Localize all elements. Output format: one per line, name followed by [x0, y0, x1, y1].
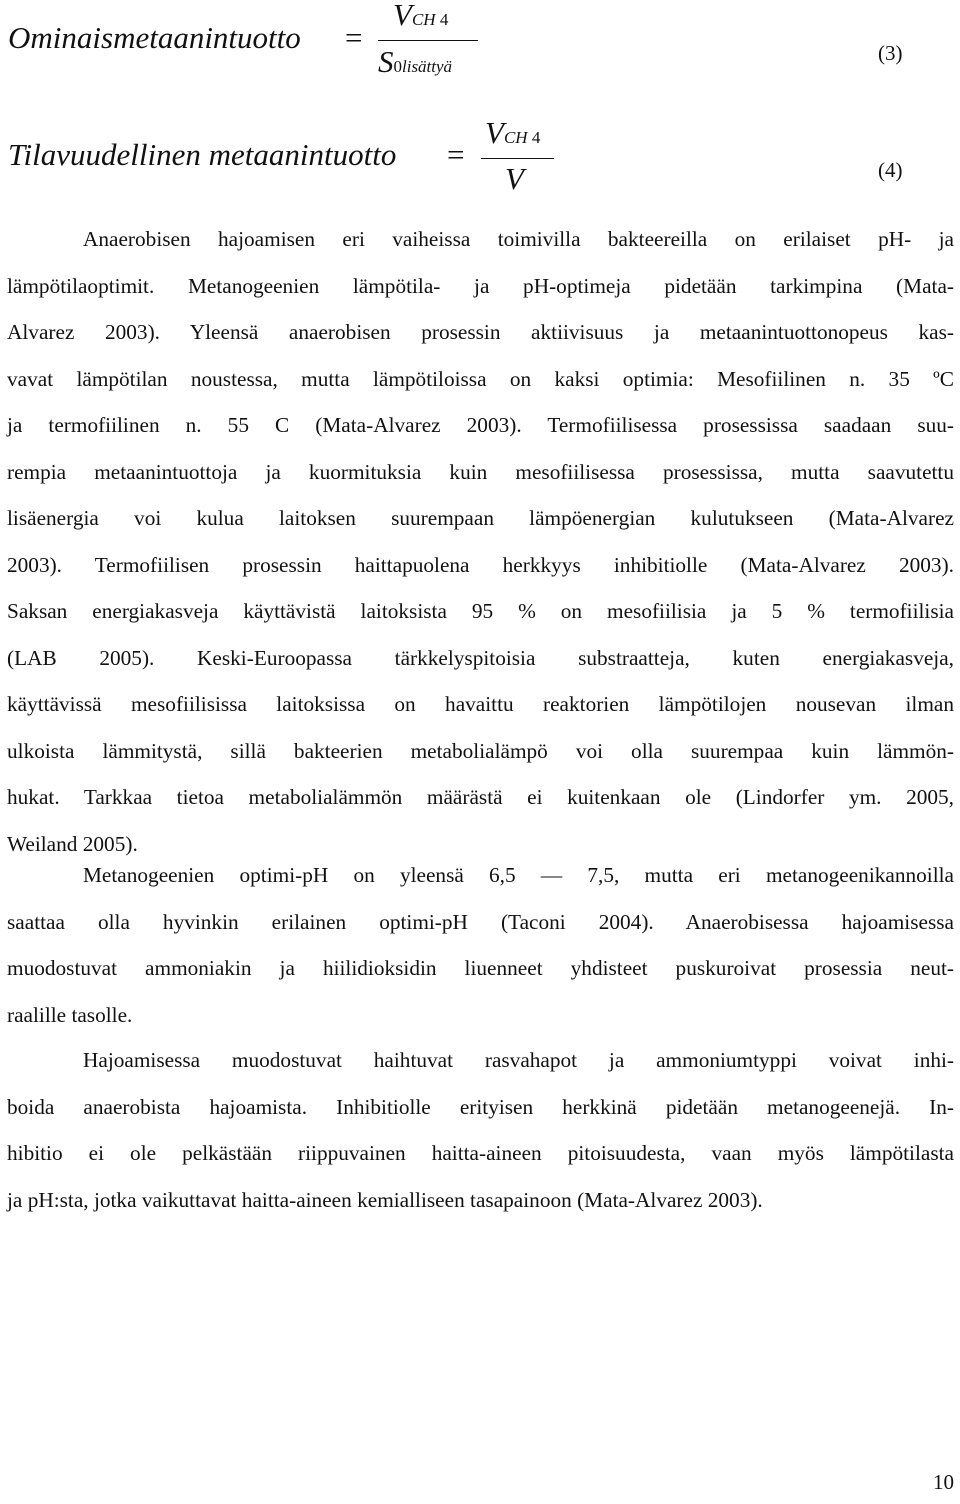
equation-denominator: [378, 44, 452, 80]
equation-number: (3): [878, 41, 903, 65]
paragraph-inhibition: [7, 1037, 954, 1223]
text-line: raalille tasolle.: [7, 1002, 133, 1027]
text-line: lisäenergia voi kulua laitoksen suurempaan lämpöenergian kulutukseen (Mata-Alvarez: [7, 506, 954, 530]
text-line: Weiland 2005).: [7, 831, 138, 856]
text-line: ulkoista lämmitystä, sillä bakteerien metabolialämpö voi olla suurempaa kuin lämmön-: [7, 738, 954, 763]
text-line: Saksan energiakasveja käyttävistä laitoksista 95 % on mesofiilisia ja 5 % termofiilisia: [7, 599, 954, 623]
numerator-subscript: CH: [411, 10, 436, 29]
equation-denominator: V: [505, 161, 524, 196]
text-line: muodostuvat ammoniakin ja hiilidioksidin liuenneet yhdisteet puskuroivat prosessia neut-: [7, 956, 954, 980]
text-line: Metanogeenien optimi-pH on yleensä 6,5 — 7,5, mutta eri metanogeenikannoilla: [83, 863, 954, 887]
fraction-bar: [481, 158, 554, 159]
equation-lhs: Ominaismetaanintuotto: [8, 20, 301, 55]
equation-number: (4): [878, 158, 903, 182]
equation-lhs: Tilavuudellinen metaanintuotto: [8, 137, 397, 172]
numerator-variable: V: [393, 0, 412, 32]
equation-specific-methane-yield: [0, 0, 960, 100]
paragraph-ph-temperature-optima: [7, 216, 954, 867]
text-line: saattaa olla hyvinkin erilainen optimi-pH (Taconi 2004). Anaerobisessa hajoamisessa: [7, 909, 954, 934]
text-line: Hajoamisessa muodostuvat haihtuvat rasvahapot ja ammoniumtyppi voivat inhi-: [83, 1048, 954, 1072]
text-line: rempia metaanintuottoja ja kuormituksia kuin mesofiilisessa prosessissa, mutta saavutettu: [7, 459, 954, 484]
numerator-subscript-number: 4: [439, 10, 449, 29]
paragraph-optimum-ph: [7, 852, 954, 1038]
page-number: 10: [933, 1470, 954, 1494]
text-line: (LAB 2005). Keski-Euroopassa tärkkelyspitoisia substraatteja, kuten energiakasveja,: [7, 645, 954, 670]
text-line: ja termofiilinen n. 55 C (Mata-Alvarez 2003). Termofiilisessa prosessissa saadaan suu-: [7, 413, 954, 437]
equation-volumetric-methane-yield: [0, 110, 960, 210]
denominator-variable: S: [378, 44, 394, 79]
fraction-bar: [378, 40, 478, 41]
numerator-subscript-number: 4: [531, 128, 541, 147]
text-line: hukat. Tarkkaa tietoa metabolialämmön määrästä ei kuitenkaan ole (Lindorfer ym. 2005,: [7, 785, 954, 809]
text-line: vavat lämpötilan noustessa, mutta lämpötiloissa on kaksi optimia: Mesofiilinen n. 35 ºC: [7, 366, 954, 391]
text-line: 2003). Termofiilisen prosessin haittapuolena herkkyys inhibitiolle (Mata-Alvarez 2003).: [7, 552, 954, 577]
equation-numerator: [485, 115, 540, 151]
text-line: ja pH:sta, jotka vaikuttavat haitta-aineen kemialliseen tasapainoon (Mata-Alvarez 2003).: [7, 1187, 763, 1212]
denominator-subscript: lisättyä: [402, 57, 453, 76]
text-line: Anaerobisen hajoamisen eri vaiheissa toimivilla bakteereilla on erilaiset pH- ja: [83, 227, 954, 251]
equals-sign: =: [345, 20, 363, 55]
numerator-subscript: CH: [503, 128, 528, 147]
numerator-variable: V: [485, 115, 504, 150]
text-line: boida anaerobista hajoamista. Inhibitiolle erityisen herkkinä pidetään metanogeenejä. In-: [7, 1094, 954, 1119]
text-line: hibitio ei ole pelkästään riippuvainen haitta-aineen pitoisuudesta, vaan myös lämpötilasta: [7, 1141, 954, 1165]
text-line: lämpötilaoptimit. Metanogeenien lämpötila- ja pH-optimeja pidetään tarkimpina (Mata-: [7, 273, 954, 298]
equals-sign: =: [447, 137, 465, 172]
text-line: käyttävissä mesofiilisissa laitoksissa on havaittu reaktorien lämpötilojen nousevan ilman: [7, 692, 954, 716]
text-line: Alvarez 2003). Yleensä anaerobisen prosessin aktiivisuus ja metaanintuottonopeus kas-: [7, 320, 954, 344]
equation-numerator: [393, 0, 448, 33]
denominator-subscript-number: 0: [393, 57, 402, 76]
